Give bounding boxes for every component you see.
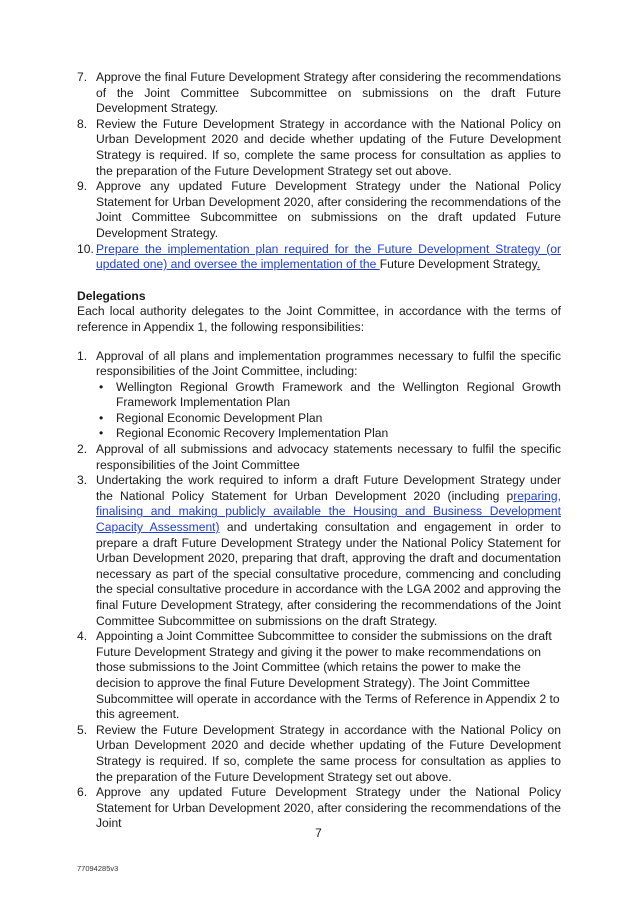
bullet-item	[96, 380, 561, 411]
list-item-text: Review the Future Development Strategy in accordance with the National Policy on Urban Development 2020 and decide whether updating of the Future Development Strategy is required. If so, complete the same process for consultation as applies to the preparation of the Future Development Strategy set out above.	[96, 116, 561, 178]
list-item-text: Approve the final Future Development Strategy after considering the recommendations of the Joint Committee Subcommittee on submissions on the draft Future Development Strategy.	[96, 70, 561, 116]
list-number: 10.	[77, 241, 94, 256]
delegation-item-1	[77, 349, 561, 443]
list-number: 4.	[77, 629, 88, 644]
bullet-text: Wellington Regional Growth Framework and the Wellington Regional Growth Framework Implementation Plan	[116, 379, 561, 410]
link-tail[interactable]: .	[536, 257, 541, 272]
list-number: 6.	[77, 785, 88, 800]
delegation-item-5	[77, 723, 561, 785]
bullet-text: Regional Economic Recovery Implementation Plan	[116, 426, 389, 441]
list-item-text	[96, 242, 561, 273]
list-number: 3.	[77, 473, 88, 488]
bullet-item	[96, 411, 561, 427]
bullet-text: Regional Economic Development Plan	[116, 410, 323, 425]
list-item-text: Approve any updated Future Development Strategy under the National Policy Statement for Urban Development 2020, after considering the recommendations of the Joint	[96, 785, 561, 831]
bullet-item	[96, 426, 561, 442]
capacity-assessment-link[interactable]: reparing, finalising and making publicly available the Housing and Business Development Capacity Assessment)	[96, 488, 561, 535]
responsibilities-list-continued	[77, 70, 561, 273]
bullet-icon: •	[99, 426, 104, 441]
page-number: 7	[315, 826, 322, 840]
list-item-8	[77, 117, 561, 179]
list-item-10	[77, 242, 561, 273]
page-content	[77, 70, 561, 832]
delegations-intro: Each local authority delegates to the Joint Committee, in accordance with the terms of reference in Appendix 1, the following responsibilities:	[77, 304, 561, 334]
link-trailing-text: Future Development Strategy	[379, 257, 537, 272]
list-number: 5.	[77, 722, 88, 737]
list-item-7	[77, 70, 561, 117]
delegation-item-2	[77, 442, 561, 473]
list-item-text: Approval of all plans and implementation programmes necessary to fulfil the specific responsibilities of the Joint Committee, including:	[96, 348, 561, 379]
plans-bullet-list	[96, 380, 561, 442]
delegations-list	[77, 349, 561, 832]
list-number: 7.	[77, 70, 88, 84]
bullet-icon: •	[99, 410, 104, 425]
list-item-text: Review the Future Development Strategy in accordance with the National Policy on Urban Development 2020 and decide whether updating of the Future Development Strategy is required. If so, complete the same process for consultation as applies to the preparation of the Future Development Strategy set out above.	[96, 722, 561, 784]
list-item-text: Approve any updated Future Development Strategy under the National Policy Statement for Urban Development 2020, after considering the recommendations of the Joint Committee Subcommittee on submissions on the draft updated Future Development Strategy.	[96, 179, 561, 240]
bullet-icon: •	[99, 379, 104, 394]
list-number: 1.	[77, 348, 88, 363]
list-number: 2.	[77, 442, 88, 457]
text-before-link: Undertaking the work required to inform a draft Future Development Strategy under the National Policy Statement for Urban Development 2020 (including p	[96, 473, 561, 503]
list-item-text: Appointing a Joint Committee Subcommittee to consider the submissions on the draft Future Development Strategy and giving it the power to make recommendations on those submissions to the Joint Committee (which retains the power to make the decision to approve the final Future Development Strategy). The Joint Committee Subcommittee will operate in accordance with the Terms of Reference in Appendix 2 to this agreement.	[96, 629, 560, 722]
list-item-text	[96, 473, 561, 629]
delegation-item-4	[77, 629, 561, 723]
delegation-item-3	[77, 473, 561, 629]
list-item-text: Approval of all submissions and advocacy statements necessary to fulfil the specific responsibilities of the Joint Committee	[96, 442, 561, 472]
delegations-heading: Delegations	[77, 288, 146, 303]
delegation-item-6	[77, 785, 561, 832]
list-item-9	[77, 179, 561, 241]
document-id: 77094285v3	[77, 864, 119, 873]
text-after-link: and undertaking consultation and engagement in order to prepare a draft Future Development Strategy under the National Policy Statement for Urban Development 2020, preparing that draft, approving the draft and documentation necessary as part of the special consultative procedure, commencing and concluding the special consultative procedure in accordance with the LGA 2002 and approving the final Future Development Strategy, after considering the recommendations of the Joint Committee Subcommittee on submissions on the draft Strategy.	[96, 520, 561, 628]
implementation-plan-link[interactable]: Prepare the implementation plan required for the Future Development Strategy (or updated one) and oversee the implementation of the	[96, 241, 561, 272]
list-number: 9.	[77, 179, 88, 194]
list-number: 8.	[77, 116, 88, 131]
